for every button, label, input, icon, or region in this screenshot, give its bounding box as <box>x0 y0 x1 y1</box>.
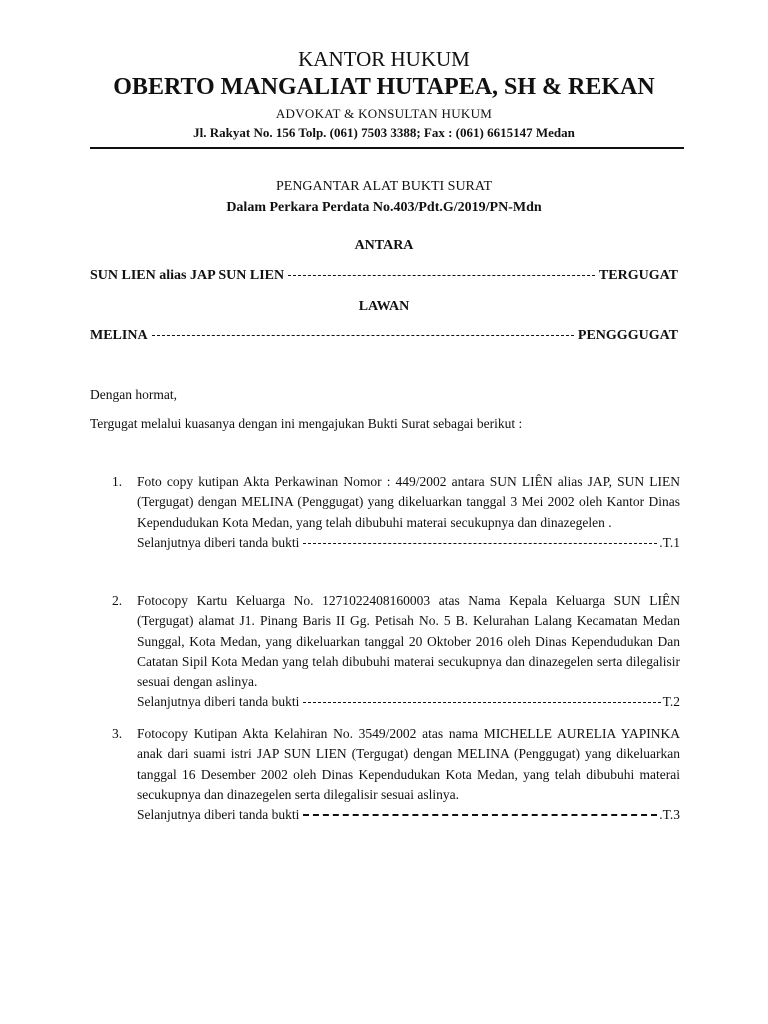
item-description: Foto copy kutipan Akta Perkawinan Nomor : 449/2002 antara SUN LIÊN alias JAP, SUN LIEN (Tergugat) dengan MELINA (Penggugat) yang dikeluarkan tanggal 3 Mei 2002 oleh Kantor Dinas Kependudukan Kota Medan, yang telah dibubuhi materai secukupnya dan dinazegelen . <box>137 474 680 530</box>
evidence-item-2 <box>90 591 680 713</box>
dotted-leader <box>152 335 574 336</box>
bukti-label: Selanjutnya diberi tanda bukti <box>137 807 300 823</box>
evidence-item-3 <box>90 724 680 825</box>
antara-label: ANTARA <box>354 238 414 253</box>
item-description: Fotocopy Kartu Keluarga No. 1271022408160003 atas Nama Kepala Keluarga SUN LIÊN (Tergugat) alamat J1. Pinang Baris II Gg. Petisah No. 5 B. Kelurahan Lalang Kecamatan Medan Sunggal, Kota Medan, yang dikeluarkan tanggal 20 Oktober 2016 oleh Dinas Kependudukan Dan Catatan Sipil Kota Medan yang telah dibubuhi materai secukupnya dan dinazegelen serta dilegalisir sesuai dengan aslinya. <box>137 593 680 690</box>
bukti-label: Selanjutnya diberi tanda bukti <box>137 694 300 710</box>
plaintiff-name: MELINA <box>90 328 148 343</box>
evidence-item-1 <box>90 472 680 553</box>
document-title: PENGANTAR ALAT BUKTI SURAT <box>275 179 493 194</box>
office-heading: KANTOR HUKUM <box>298 47 470 71</box>
letterhead-divider <box>90 147 684 149</box>
item-number: 3. <box>112 726 123 741</box>
bukti-line <box>137 533 680 553</box>
bukti-line <box>137 692 680 712</box>
firm-name: OBERTO MANGALIAT HUTAPEA, SH & REKAN <box>113 74 655 100</box>
bukti-code: T.2 <box>662 694 680 710</box>
bukti-line <box>137 805 680 825</box>
dotted-leader <box>303 814 657 816</box>
defendant-name: SUN LIEN alias JAP SUN LIEN <box>90 268 285 283</box>
salutation: Dengan hormat, <box>90 387 177 402</box>
dotted-leader <box>303 702 660 703</box>
item-number: 2. <box>112 593 123 608</box>
plaintiff-row <box>90 328 678 344</box>
bukti-code: .T.3 <box>659 807 680 823</box>
item-description: Fotocopy Kutipan Akta Kelahiran No. 3549/2002 atas nama MICHELLE AURELIA YAPINKA anak dari suami istri JAP SUN LIEN (Tergugat) dengan MELINA (Penggugat) yang dikeluarkan tanggal 16 Desember 2002 oleh Dinas Kependudukan Kota Medan, yang telah dibubuhi materai secukupnya dan dinazegelen serta dilegalisir sesuai aslinya. <box>137 726 680 802</box>
defendant-role: TERGUGAT <box>598 268 678 283</box>
letterhead <box>0 48 768 142</box>
lawan-label: LAWAN <box>358 299 410 314</box>
firm-address: Jl. Rakyat No. 156 Tolp. (061) 7503 3388; Fax : (061) 6615147 Medan <box>193 125 575 140</box>
item-number: 1. <box>112 474 123 489</box>
plaintiff-role: PENGGGUGAT <box>577 328 678 343</box>
case-number: Dalam Perkara Perdata No.403/Pdt.G/2019/PN-Mdn <box>226 200 542 215</box>
dotted-leader <box>288 275 595 276</box>
intro-paragraph: Tergugat melalui kuasanya dengan ini mengajukan Bukti Surat sebagai berikut : <box>90 416 523 431</box>
firm-subtitle: ADVOKAT & KONSULTAN HUKUM <box>275 106 493 121</box>
dotted-leader <box>303 543 657 544</box>
bukti-code: .T.1 <box>659 534 680 550</box>
bukti-label: Selanjutnya diberi tanda bukti <box>137 534 300 550</box>
defendant-row <box>90 268 678 284</box>
